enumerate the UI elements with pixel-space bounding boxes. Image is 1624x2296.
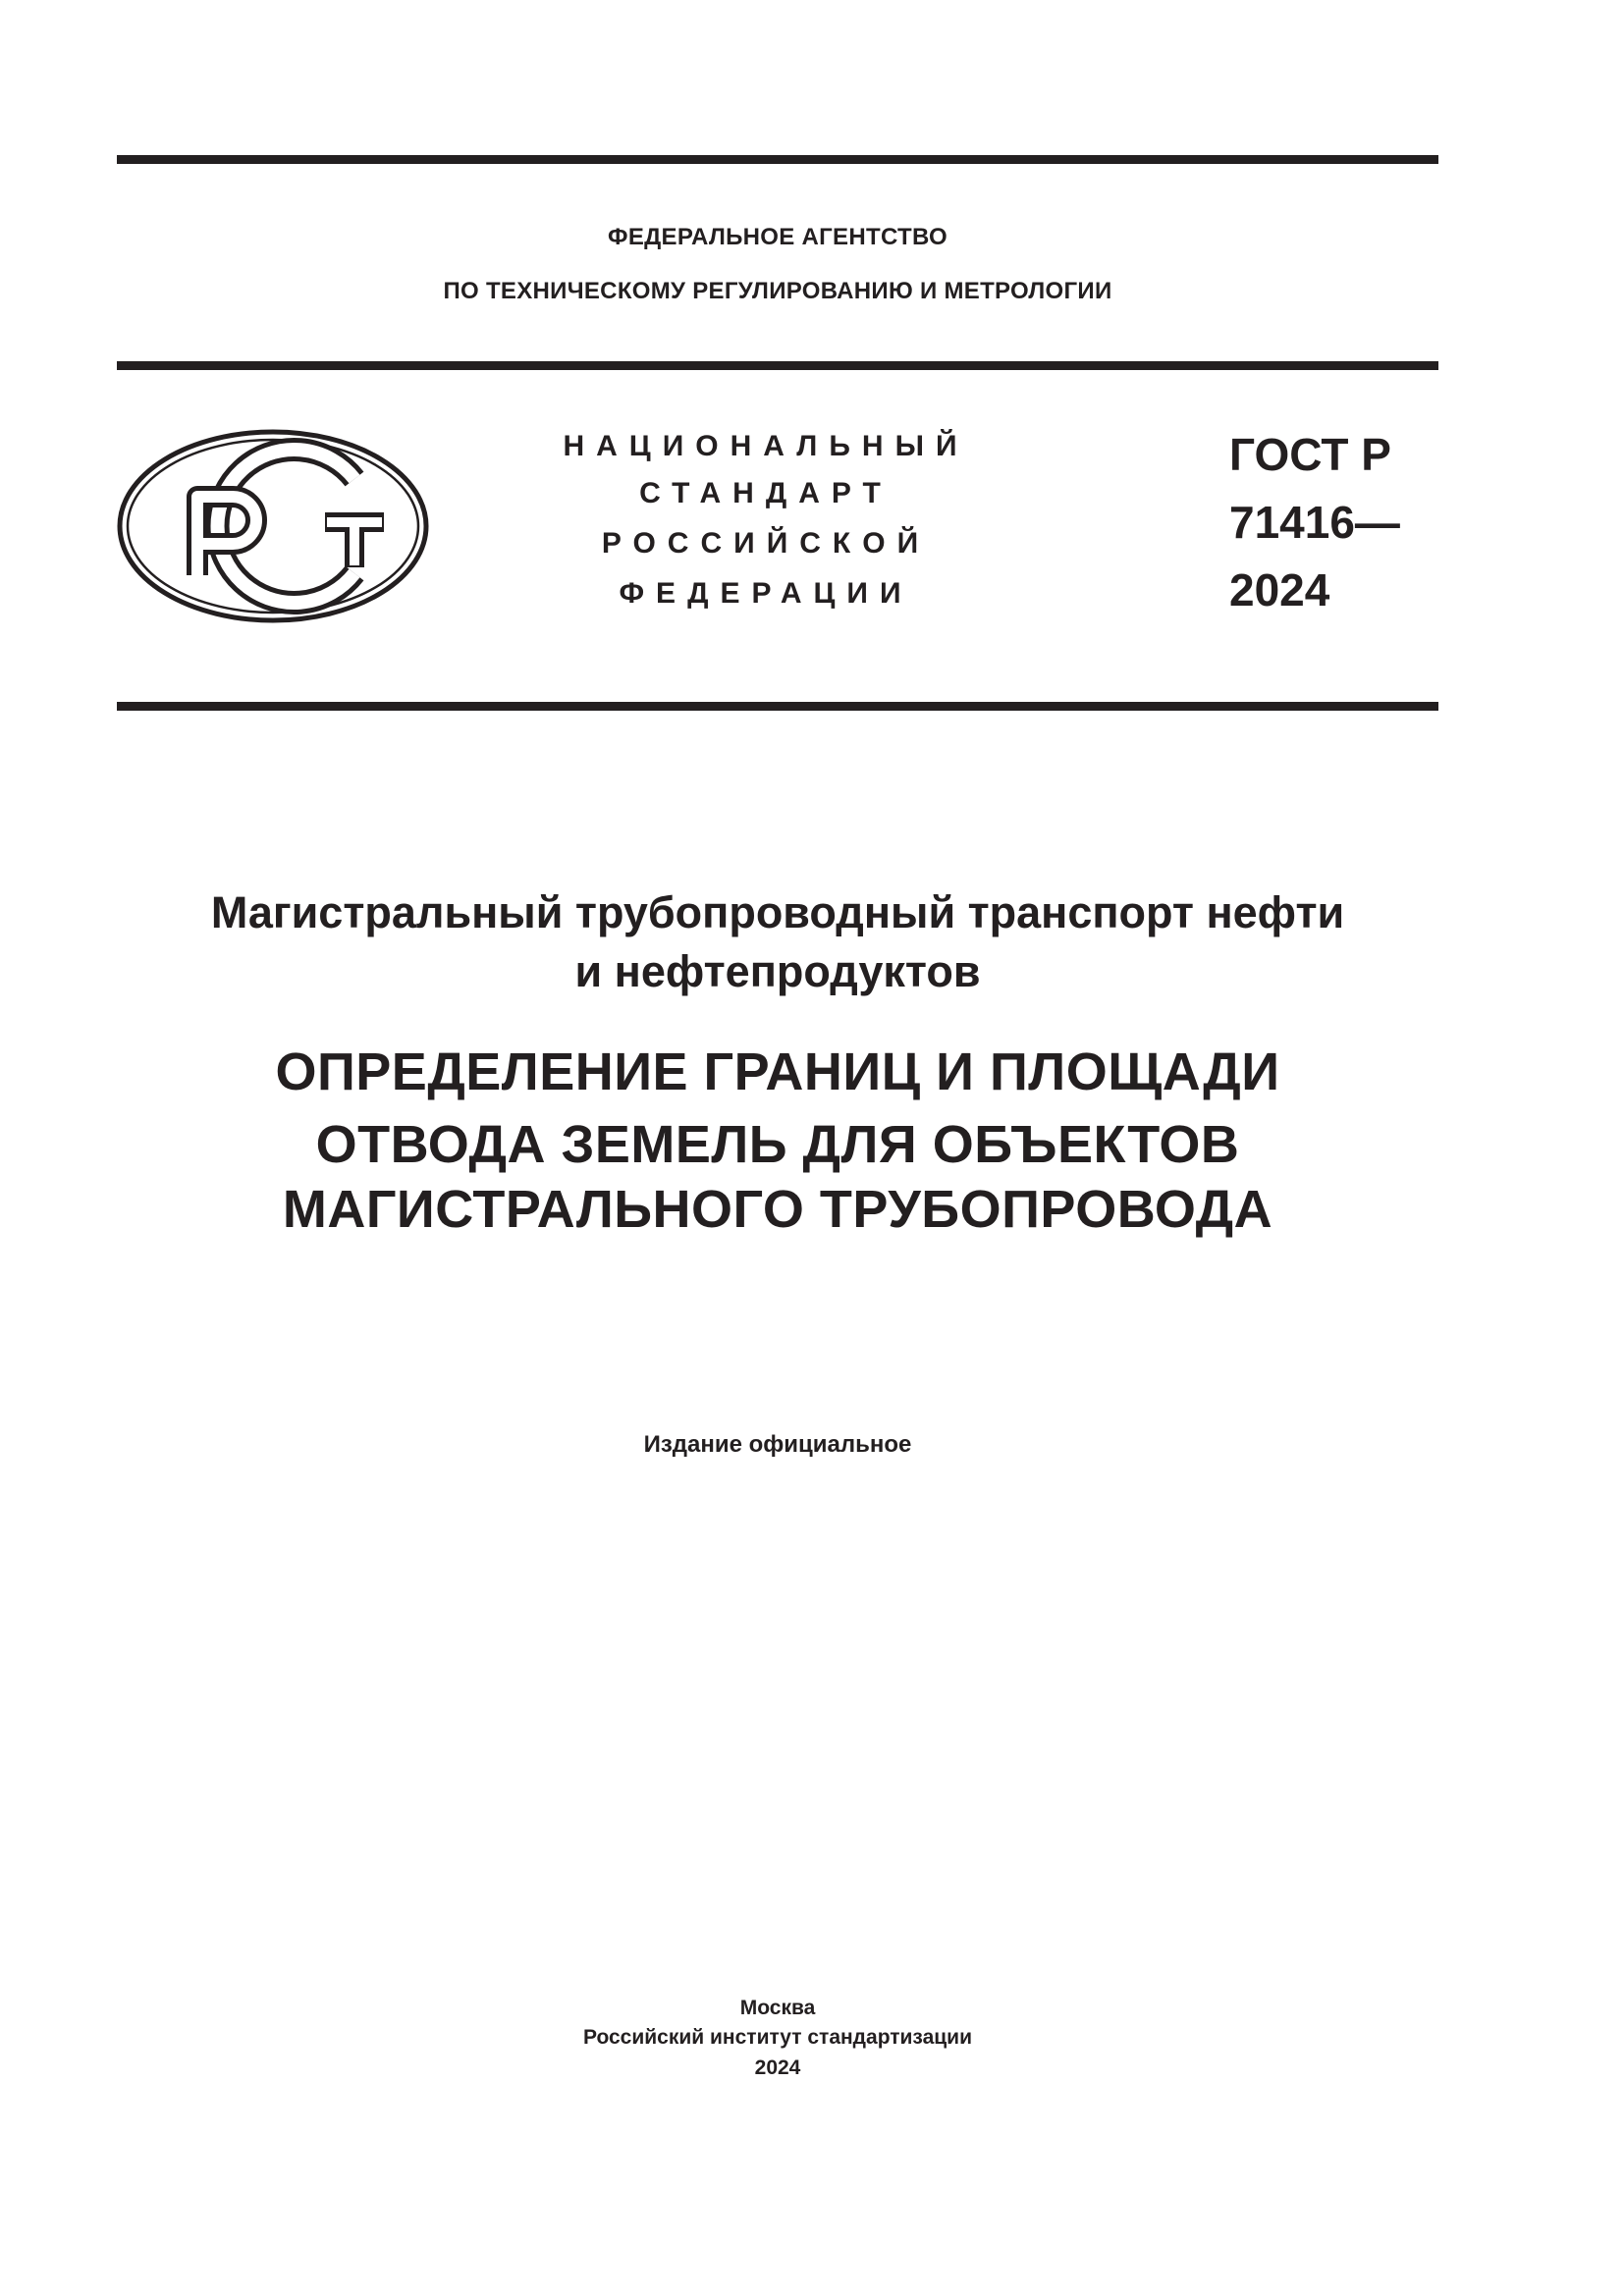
imprint-city: Москва: [739, 1997, 816, 2019]
title-line-2: ОТВОДА ЗЕМЕЛЬ ДЛЯ ОБЪЕКТОВ: [315, 1115, 1240, 1174]
top-rule: [117, 155, 1438, 164]
imprint-publisher: Российский институт стандартизации: [582, 2026, 973, 2049]
imprint-year: 2024: [754, 2056, 801, 2079]
masthead-bottom-rule: [117, 702, 1438, 711]
subject-line-2: и нефтепродуктов: [574, 946, 981, 996]
agency-line-2: ПО ТЕХНИЧЕСКОМУ РЕГУЛИРОВАНИЮ И МЕТРОЛОГИИ: [443, 278, 1112, 304]
designation-line-3: 2024: [1229, 564, 1330, 615]
title-line-3: МАГИСТРАЛЬНОГО ТРУБОПРОВОДА: [282, 1180, 1273, 1239]
standard-type-line-1: НАЦИОНАЛЬНЫЙ: [563, 430, 969, 462]
rst-conformity-mark-icon: [117, 428, 429, 624]
standard-type-line-4: ФЕДЕРАЦИИ: [619, 577, 913, 610]
standard-type-line-3: РОССИЙСКОЙ: [601, 527, 931, 560]
agency-line-1: ФЕДЕРАЛЬНОЕ АГЕНТСТВО: [608, 224, 947, 250]
designation-line-1: ГОСТ Р: [1229, 429, 1391, 480]
title-line-1: ОПРЕДЕЛЕНИЕ ГРАНИЦ И ПЛОЩАДИ: [275, 1042, 1280, 1101]
subject-line-1: Магистральный трубопроводный транспорт нефти: [210, 887, 1345, 937]
designation-line-2: 71416—: [1229, 497, 1400, 548]
standard-type-line-2: СТАНДАРТ: [639, 477, 893, 509]
edition-label: Издание официальное: [643, 1431, 912, 1458]
header-rule: [117, 361, 1438, 370]
